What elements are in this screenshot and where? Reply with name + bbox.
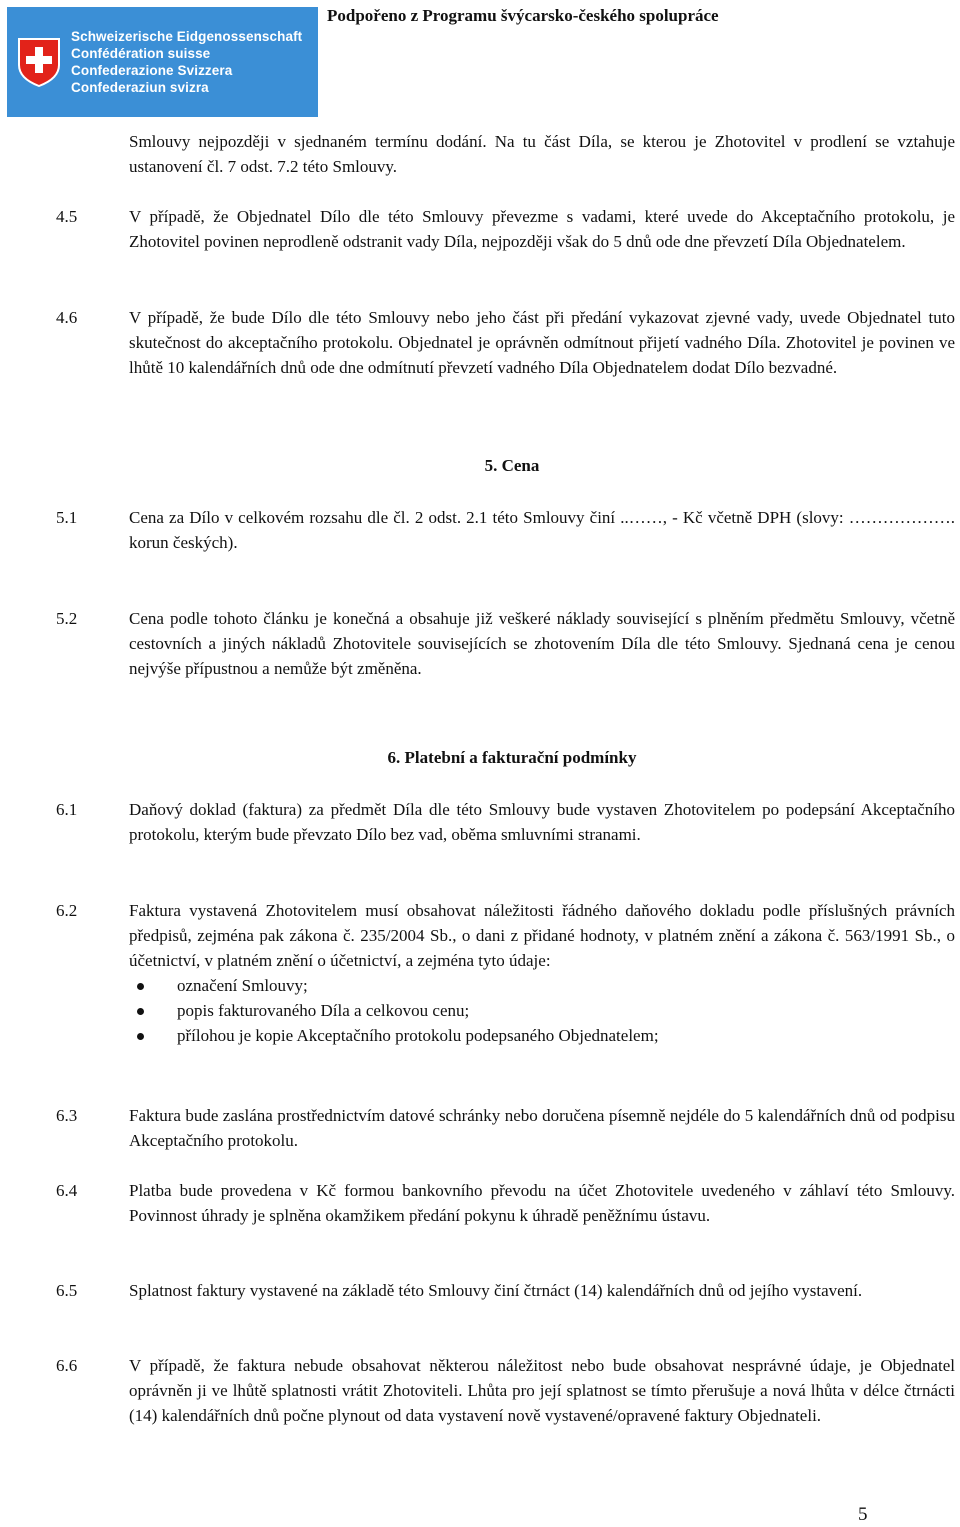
section-heading-platebni: 6. Platební a fakturační podmínky bbox=[387, 748, 637, 767]
clause-text: V případě, že Objednatel Dílo dle této Smlouvy převezme s vadami, které uvede do Akceptačního protokolu, je Zhotovitel povinen neprodleně odstranit vady Díla, nejpozději však do 5 dnů ode dne převzetí Díla Objednatelem. bbox=[129, 207, 955, 251]
clause-6-2 bbox=[56, 898, 960, 1048]
clause-text: Daňový doklad (faktura) za předmět Díla dle této Smlouvy bude vystaven Zhotovitelem po podepsání Akceptačního protokolu, kterým bude převzato Dílo bez vad, oběma smluvními stranami. bbox=[129, 800, 955, 844]
clause-text: V případě, že bude Dílo dle této Smlouvy nebo jeho část při předání vykazovat zjevné vady, uvede Objednatel tuto skutečnost do akceptačního protokolu. Objednatel je oprávněn odmítnout přijetí vadného Díla. Zhotovitel je povinen ve lhůtě 10 kalendářních dnů ode dne odmítnutí převzetí vadného Díla Objednatelem dodat Dílo bezvadné. bbox=[129, 308, 955, 377]
clause-5-1 bbox=[56, 505, 960, 555]
clause-number: 4.6 bbox=[56, 308, 78, 327]
clause-6-4 bbox=[56, 1178, 960, 1228]
clause-number: 5.1 bbox=[56, 508, 78, 527]
list-item: označení Smlouvy; bbox=[129, 973, 955, 998]
clause-number: 6.4 bbox=[56, 1181, 78, 1200]
clause-number: 6.2 bbox=[56, 901, 78, 920]
logo-line: Confederazione Svizzera bbox=[71, 63, 233, 78]
swiss-cross-shield-icon bbox=[17, 37, 61, 87]
clause-body bbox=[129, 898, 955, 1048]
clause-text: V případě, že faktura nebude obsahovat některou náležitost nebo bude obsahovat nesprávné údaje, je Objednatel oprávněn ji ve lhůtě splatnosti vrátit Zhotoviteli. Lhůta pro její splatnost se tímto přerušuje a nová lhůta v délce čtrnácti (14) kalendářních dnů počne plynout od data vystavení nově vystavené/opravené faktury Objednateli. bbox=[129, 1356, 955, 1425]
clause-6-1 bbox=[56, 797, 960, 847]
intro-text: Smlouvy nejpozději v sjednaném termínu dodání. Na tu část Díla, se kterou je Zhotovitel v prodlení se vztahuje ustanovení čl. 7 odst. 7.2 této Smlouvy. bbox=[129, 132, 955, 176]
requirements-list bbox=[129, 973, 955, 1048]
clause-6-6 bbox=[56, 1353, 960, 1428]
logo-line: Confédération suisse bbox=[71, 46, 211, 61]
list-item: popis fakturovaného Díla a celkovou cenu; bbox=[129, 998, 955, 1023]
logo-names bbox=[71, 28, 302, 96]
page-number: 5 bbox=[858, 1504, 868, 1525]
clause-4-5 bbox=[56, 204, 960, 254]
clause-number: 6.1 bbox=[56, 800, 78, 819]
section-heading-cena: 5. Cena bbox=[484, 456, 540, 475]
clause-4-6 bbox=[56, 305, 960, 380]
swiss-confederation-logo bbox=[7, 7, 318, 117]
clause-6-5 bbox=[56, 1278, 960, 1303]
clause-number: 6.3 bbox=[56, 1106, 78, 1125]
logo-line: Confederaziun svizra bbox=[71, 80, 209, 95]
clause-text: Cena za Dílo v celkovém rozsahu dle čl. 2 odst. 2.1 této Smlouvy činí ..……, - Kč včetně DPH (slovy: ………………. korun českých). bbox=[129, 508, 955, 552]
clause-number: 6.5 bbox=[56, 1281, 78, 1300]
clause-text: Platba bude provedena v Kč formou bankovního převodu na účet Zhotovitele uvedeného v záhlaví této Smlouvy. Povinnost úhrady je splněna okamžikem předání pokynu k úhradě peněžnímu ústavu. bbox=[129, 1181, 955, 1225]
clause-text: Faktura vystavená Zhotovitelem musí obsahovat náležitosti řádného daňového dokladu podle příslušných právních předpisů, zejména pak zákona č. 235/2004 Sb., o dani z přidané hodnoty, v platném znění a zákona č. 563/1991 Sb., o účetnictví, v platném znění o účetnictví, a zejména tyto údaje: bbox=[129, 901, 955, 970]
clause-number: 6.6 bbox=[56, 1356, 78, 1375]
header-title: Podpořeno z Programu švýcarsko-českého spolupráce bbox=[327, 6, 719, 25]
clause-text: Splatnost faktury vystavené na základě této Smlouvy činí čtrnáct (14) kalendářních dnů od jejího vystavení. bbox=[129, 1281, 863, 1300]
clause-5-2 bbox=[56, 606, 960, 681]
clause-number: 4.5 bbox=[56, 207, 78, 226]
clause-6-3 bbox=[56, 1103, 960, 1153]
logo-line: Schweizerische Eidgenossenschaft bbox=[71, 29, 303, 44]
list-item: přílohou je kopie Akceptačního protokolu podepsaného Objednatelem; bbox=[129, 1023, 955, 1048]
clause-number: 5.2 bbox=[56, 609, 78, 628]
clause-text: Faktura bude zaslána prostřednictvím datové schránky nebo doručena písemně nejdéle do 5 kalendářních dnů od podpisu Akceptačního protokolu. bbox=[129, 1106, 955, 1150]
clause-text: Cena podle tohoto článku je konečná a obsahuje již veškeré náklady související s plněním předmětu Smlouvy, včetně cestovních a jiných nákladů Zhotovitele souvisejících se zhotovením Díla dle této Smlouvy. Sjednaná cena je cenou nejvýše přípustnou a nemůže být změněna. bbox=[129, 609, 955, 678]
